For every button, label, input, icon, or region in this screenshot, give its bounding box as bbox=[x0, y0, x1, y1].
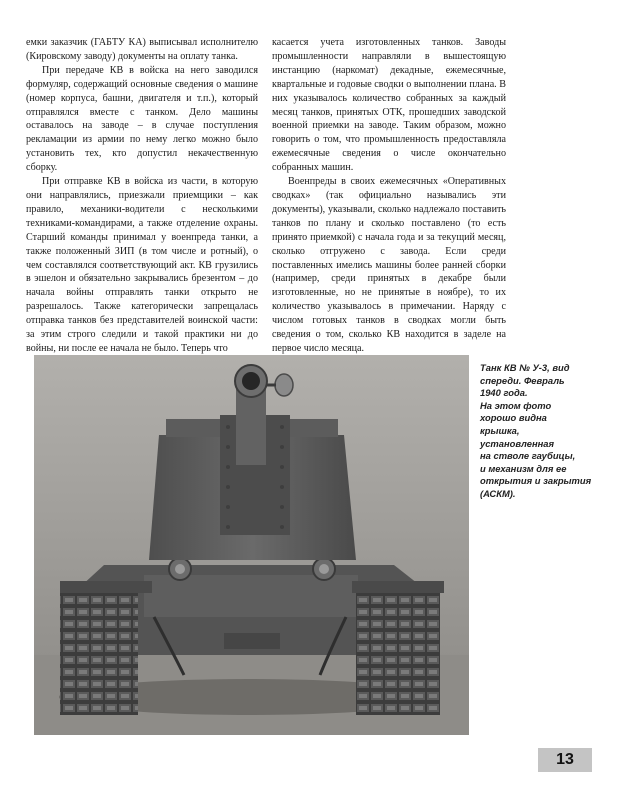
photo-caption bbox=[480, 362, 594, 501]
caption-line: (АСКМ). bbox=[480, 487, 516, 499]
right-column-paragraph: Военпреды в своих ежемесячных «Оперативных сводках» (так официально назывались эти документы), указывали, сколько надлежало поставить танков по плану и сколько поставлено (то есть принято приемкой) с начала года и за текущий месяц, сколько отгружено с завода. Если среди поставленных имелись машины более ранней сборки (например, среди принятых в декабре были изготовленные, но не принятые в ноябре), то их количество указывалось в примечании. Наряду с числом готовых танков в сводках могли быть сведения о том, сколько КВ находится в заделе на первое число месяца. bbox=[272, 176, 506, 354]
page-number-box bbox=[538, 748, 592, 772]
left-text-column bbox=[26, 36, 258, 356]
right-text-column bbox=[272, 36, 506, 356]
tank-photo bbox=[34, 355, 469, 735]
left-column-paragraph: При передаче КВ в войска на него заводился формуляр, содержащий основные сведения о машине (номер корпуса, башни, двигателя и т.п.), который отправлялся вместе с танком. Дело машины оставалось на заводе – в случае поступления рекламации из армии по нему легко можно было установить тех, кто допустил некачественную сборку. bbox=[26, 64, 258, 174]
caption-line: крышка, bbox=[480, 424, 520, 436]
caption-line: на стволе гаубицы, bbox=[480, 450, 576, 462]
page-number: 13 bbox=[556, 751, 574, 768]
caption-line: Танк КВ № У-3, вид bbox=[480, 362, 570, 373]
caption-line: 1940 года. bbox=[480, 387, 528, 399]
right-column-paragraph: касается учета изготовленных танков. Заводы промышленности направляли в вышестоящую инстанцию (наркомат) декадные, ежемесячные, квартальные и годовые сводки о выполнении плана. В них указывалось количество собранных за каждый месяц танков, принятых ОТК, прошедших заводской военной приемки на заводе. Таким образом, можно говорить о том, что промышленность предоставляла ежемесячные сведения о числе окончательно собранных машин. bbox=[272, 37, 506, 174]
caption-line: На этом фото bbox=[480, 399, 552, 411]
caption-line: открытия и закрытия bbox=[480, 475, 592, 487]
left-column-paragraph: емки заказчик (ГАБТУ КА) выписывал исполнителю (Кировскому заводу) документы на оплату танка. bbox=[26, 37, 258, 62]
caption-line: спереди. Февраль bbox=[480, 374, 565, 386]
caption-line: установленная bbox=[480, 437, 555, 449]
left-column-paragraph: При отправке КВ в войска из части, в которую они направлялись, приезжали приемщики – как правило, механики-водители с несколькими техниками-командирами, а также отделение охраны. Старший команды принимал у военпреда танки, а также положенный ЗИП (в том числе и ротный), о чем составлялся соответствующий акт. КВ грузились в эшелон и обязательно закрывались брезентом – до начала войны отправлять танки открыто не разрешалось. Также категорически запрещалась отправка танков без представителей воинской части: за этим строго следили и такой практики ни до войны, ни после ее начала не было. Теперь что bbox=[26, 176, 258, 354]
caption-line: и механизм для ее bbox=[480, 462, 567, 474]
caption-line: хорошо видна bbox=[480, 412, 547, 424]
